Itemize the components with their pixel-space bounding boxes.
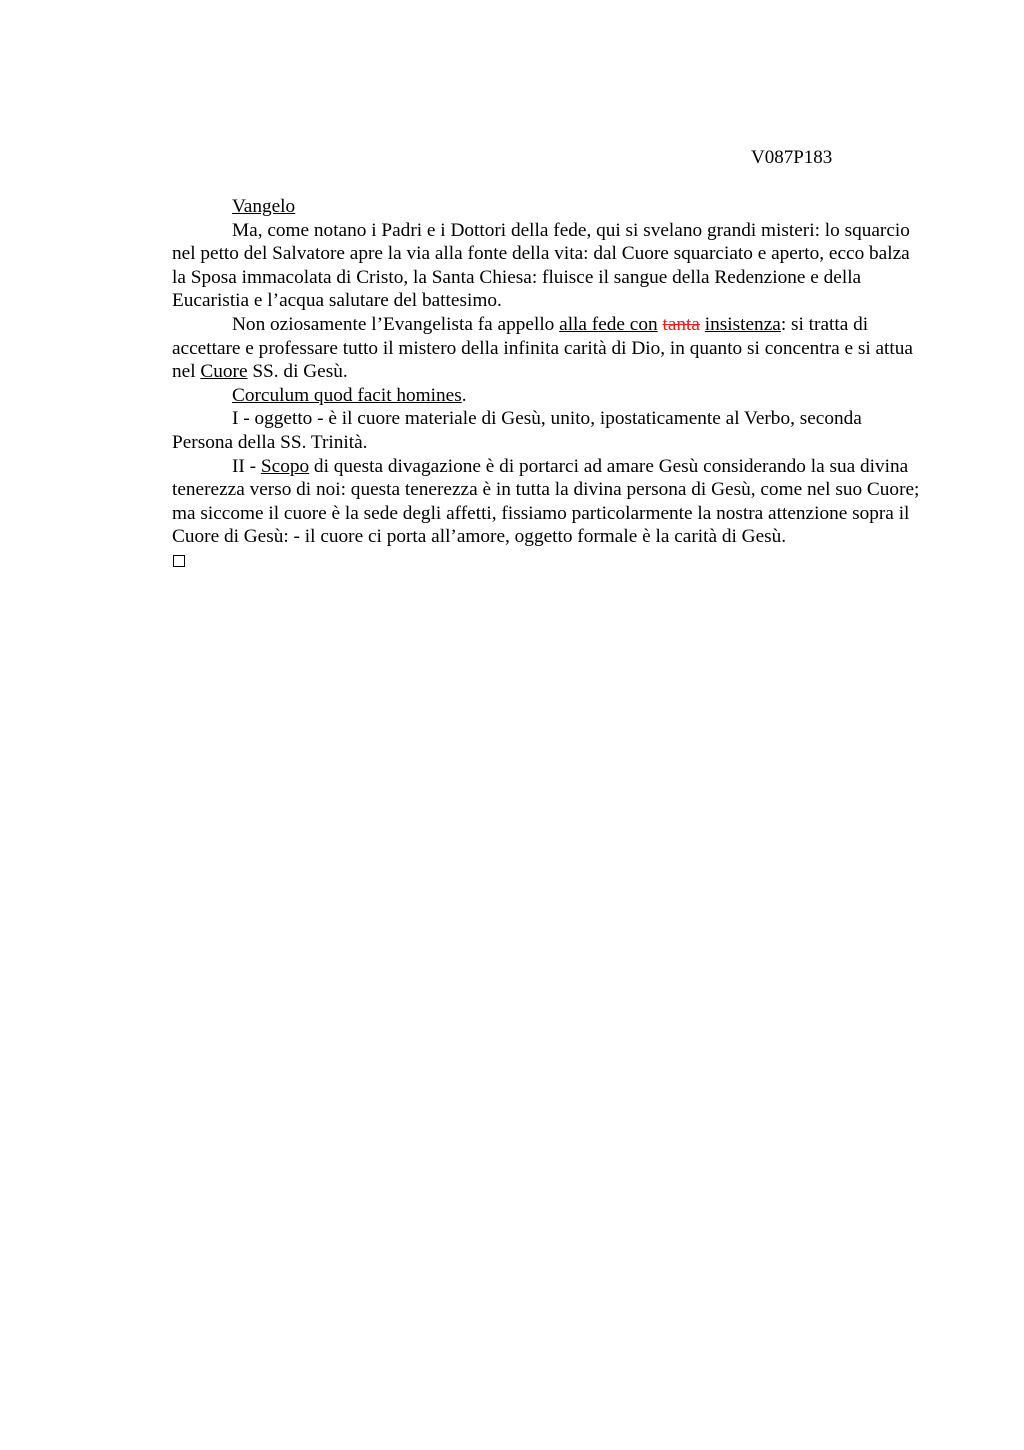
section-heading: Vangelo (232, 196, 296, 217)
paragraph-2-end: SS. di Gesù. (247, 361, 348, 383)
deleted-word: tanta (662, 313, 700, 335)
paragraph-5-end: di questa divagazione è di portarci ad amare Gesù considerando la sua divina tenerezza verso di noi: questa tenerezza è in tutta la divina persona di Gesù, come nel suo Cuore; ma siccome il cuore è la sede degli affetti, fissiamo particolarmente la nostra attenzione sopra il Cuore di Gesù: - il cuore ci porta all’amore, oggetto formale è la carità di Gesù. (172, 455, 920, 548)
underlined-word-heart: Cuore (200, 361, 248, 383)
paragraph-1: Ma, come notano i Padri e i Dottori della fede, qui si svelano grandi misteri: lo squarcio nel petto del Salvatore apre la via alla fonte della vita: dal Cuore squarciato e aperto, ecco balza la Sposa immacolata di Cristo, la Santa Chiesa: fluisce il sangue della Redenzione e della Eucaristia e l’acqua salutare del battesimo. (172, 219, 910, 312)
section-heading-paragraph (172, 195, 924, 219)
paragraph-5-start: II - (232, 455, 261, 477)
page-code: V087P183 (751, 147, 833, 168)
paragraph-5 (172, 455, 924, 549)
checkbox-square-icon (173, 555, 185, 567)
paragraph-4: I - oggetto - è il cuore materiale di Gesù, unito, ipostaticamente al Verbo, seconda Persona della SS. Trinità. (172, 408, 862, 453)
underlined-phrase-faith: alla fede con (559, 313, 658, 335)
paragraph-3 (172, 384, 924, 408)
paragraph-2-start: Non oziosamente l’Evangelista fa appello (232, 313, 560, 335)
document-body (172, 195, 924, 567)
paragraph-3-end: . (461, 384, 467, 406)
paragraph-2 (172, 313, 924, 384)
latin-phrase: Corculum quod facit homines (232, 384, 462, 406)
underlined-phrase-insistence: insistenza (704, 313, 781, 335)
paragraph-2-middle: : si tratta di accettare e professare tutto il mistero della infinita carità di Dio, in quanto si concentra e si attua nel (172, 313, 913, 383)
underlined-word-scope: Scopo (260, 455, 310, 477)
